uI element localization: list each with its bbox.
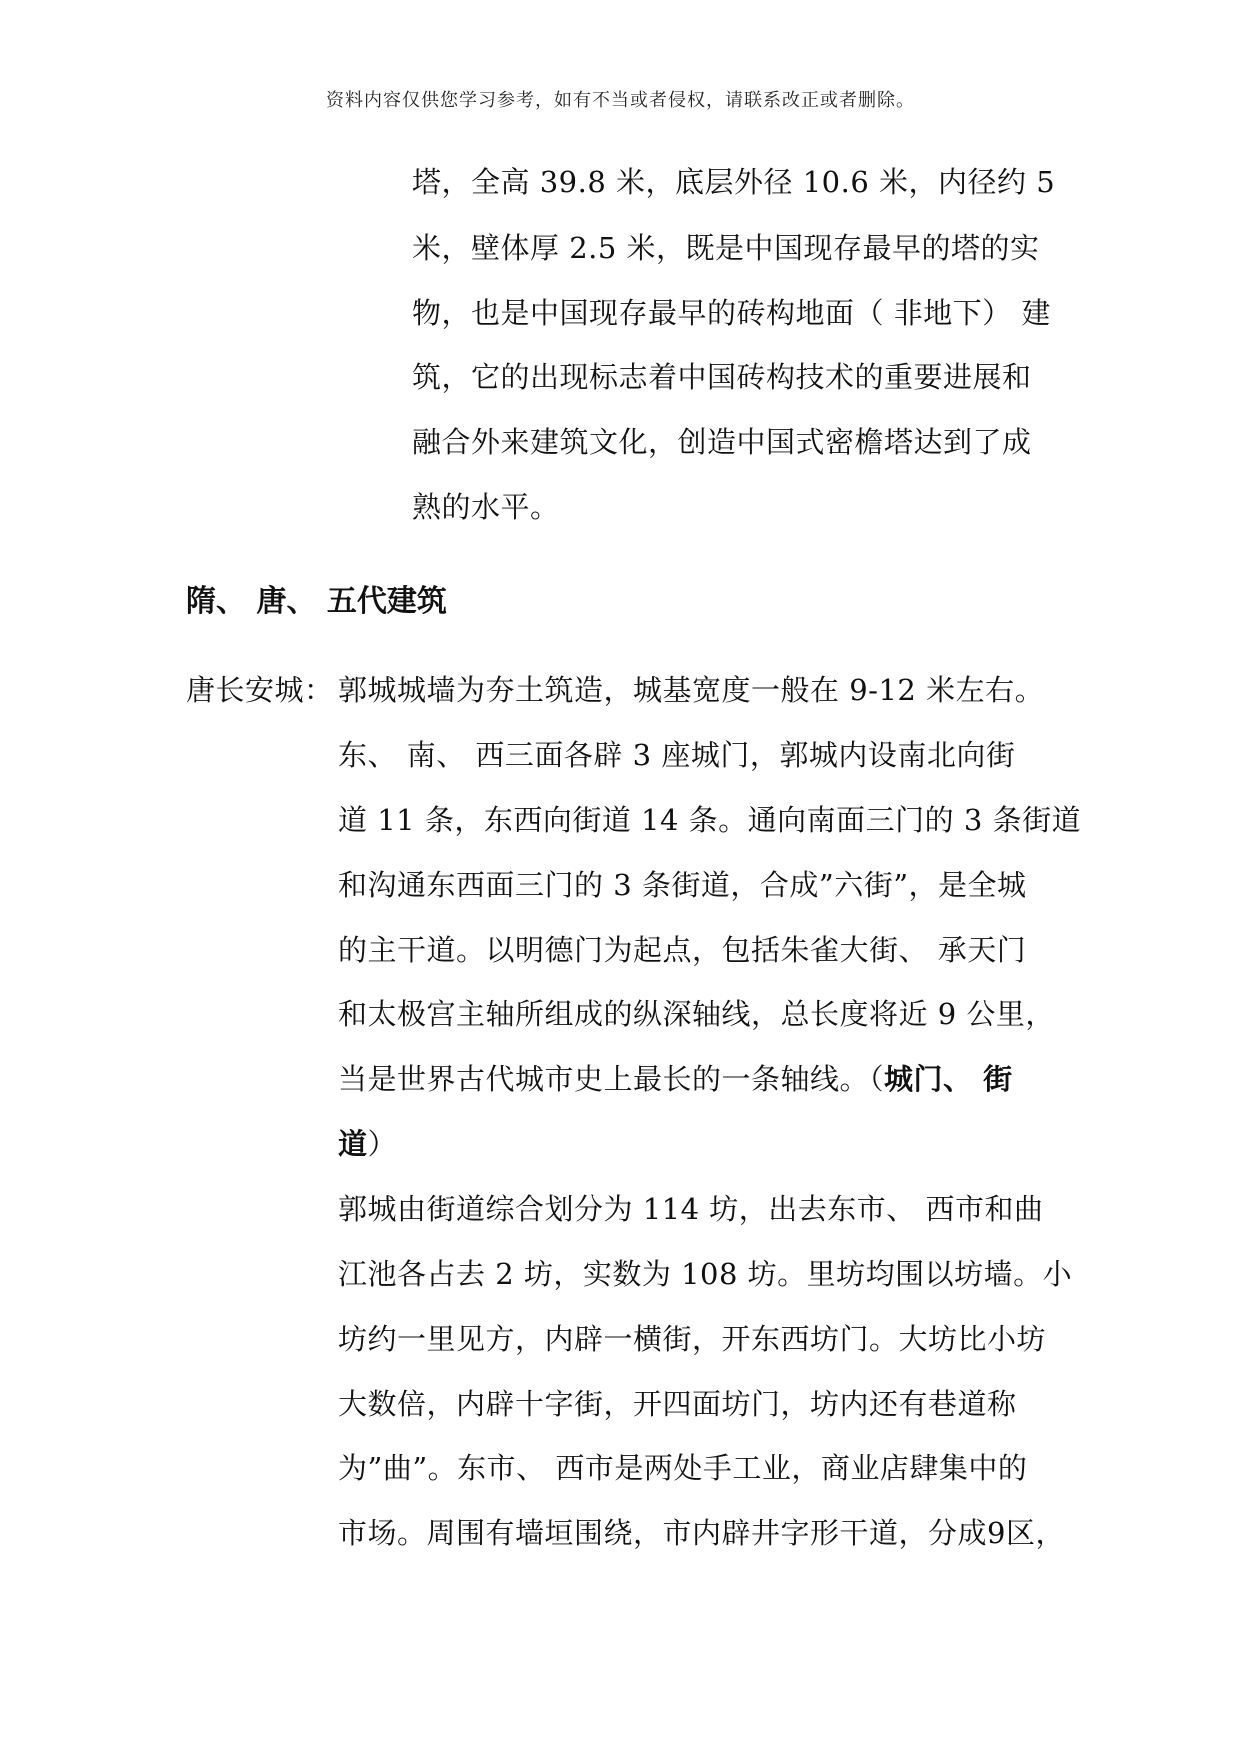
fang-line-5: 为”曲”。东市、 西市是两处手工业，商业店肆集中的 xyxy=(338,1451,1028,1485)
axis-close-paren: ） xyxy=(367,1127,398,1161)
axis-bold-keyword: 城门、 街 xyxy=(884,1062,1013,1096)
page-header-disclaimer: 资料内容仅供您学习参考，如有不当或者侵权，请联系改正或者删除。 xyxy=(326,90,915,111)
pagoda-line-1: 塔，全高 39.8 米，底层外径 10.6 米，内径约 5 xyxy=(412,165,1056,199)
changan-line-4: 和沟通东西面三门的 3 条街道，合成”六街”，是全城 xyxy=(338,868,1027,902)
changan-axis-line-cont xyxy=(338,1124,397,1164)
pagoda-line-3: 物，也是中国现存最早的砖构地面（ 非地下） 建 xyxy=(412,296,1051,330)
axis-bold-keyword-cont: 道 xyxy=(338,1127,368,1161)
fang-line-3: 坊约一里见方，内辟一横街，开东西坊门。大坊比小坊 xyxy=(338,1322,1047,1356)
changan-line-1: 郭城城墙为夯土筑造，城基宽度一般在 9-12 米左右。 xyxy=(338,673,1045,707)
pagoda-line-6: 熟的水平。 xyxy=(412,490,560,524)
changan-line-2: 东、 南、 西三面各辟 3 座城门，郭城内设南北向街 xyxy=(338,738,1016,772)
fang-line-6: 市场。周围有墙垣围绕，市内辟井字形干道，分成9区， xyxy=(338,1516,1065,1550)
changan-term: 唐长安城： xyxy=(186,673,334,707)
changan-line-3: 道 11 条，东西向街道 14 条。通向南面三门的 3 条街道 xyxy=(338,803,1082,837)
fang-line-1: 郭城由街道综合划分为 114 坊，出去东市、 西市和曲 xyxy=(338,1192,1044,1226)
pagoda-line-5: 融合外来建筑文化，创造中国式密檐塔达到了成 xyxy=(412,425,1032,459)
fang-line-4: 大数倍，内辟十字街，开四面坊门，坊内还有巷道称 xyxy=(338,1387,1017,1421)
section-heading: 隋、 唐、 五代建筑 xyxy=(186,584,447,619)
changan-line-5: 的主干道。以明德门为起点，包括朱雀大街、 承天门 xyxy=(338,933,1027,967)
changan-axis-line xyxy=(338,1059,1013,1099)
pagoda-line-2: 米，壁体厚 2.5 米，既是中国现存最早的塔的实 xyxy=(412,231,1040,265)
pagoda-line-4: 筑，它的出现标志着中国砖构技术的重要进展和 xyxy=(412,360,1032,394)
fang-line-2: 江池各占去 2 坊，实数为 108 坊。里坊均围以坊墙。小 xyxy=(338,1257,1073,1291)
changan-line-6: 和太极宫主轴所组成的纵深轴线，总长度将近 9 公里， xyxy=(338,997,1055,1031)
axis-text: 当是世界古代城市史上最长的一条轴线。（ xyxy=(338,1062,885,1096)
